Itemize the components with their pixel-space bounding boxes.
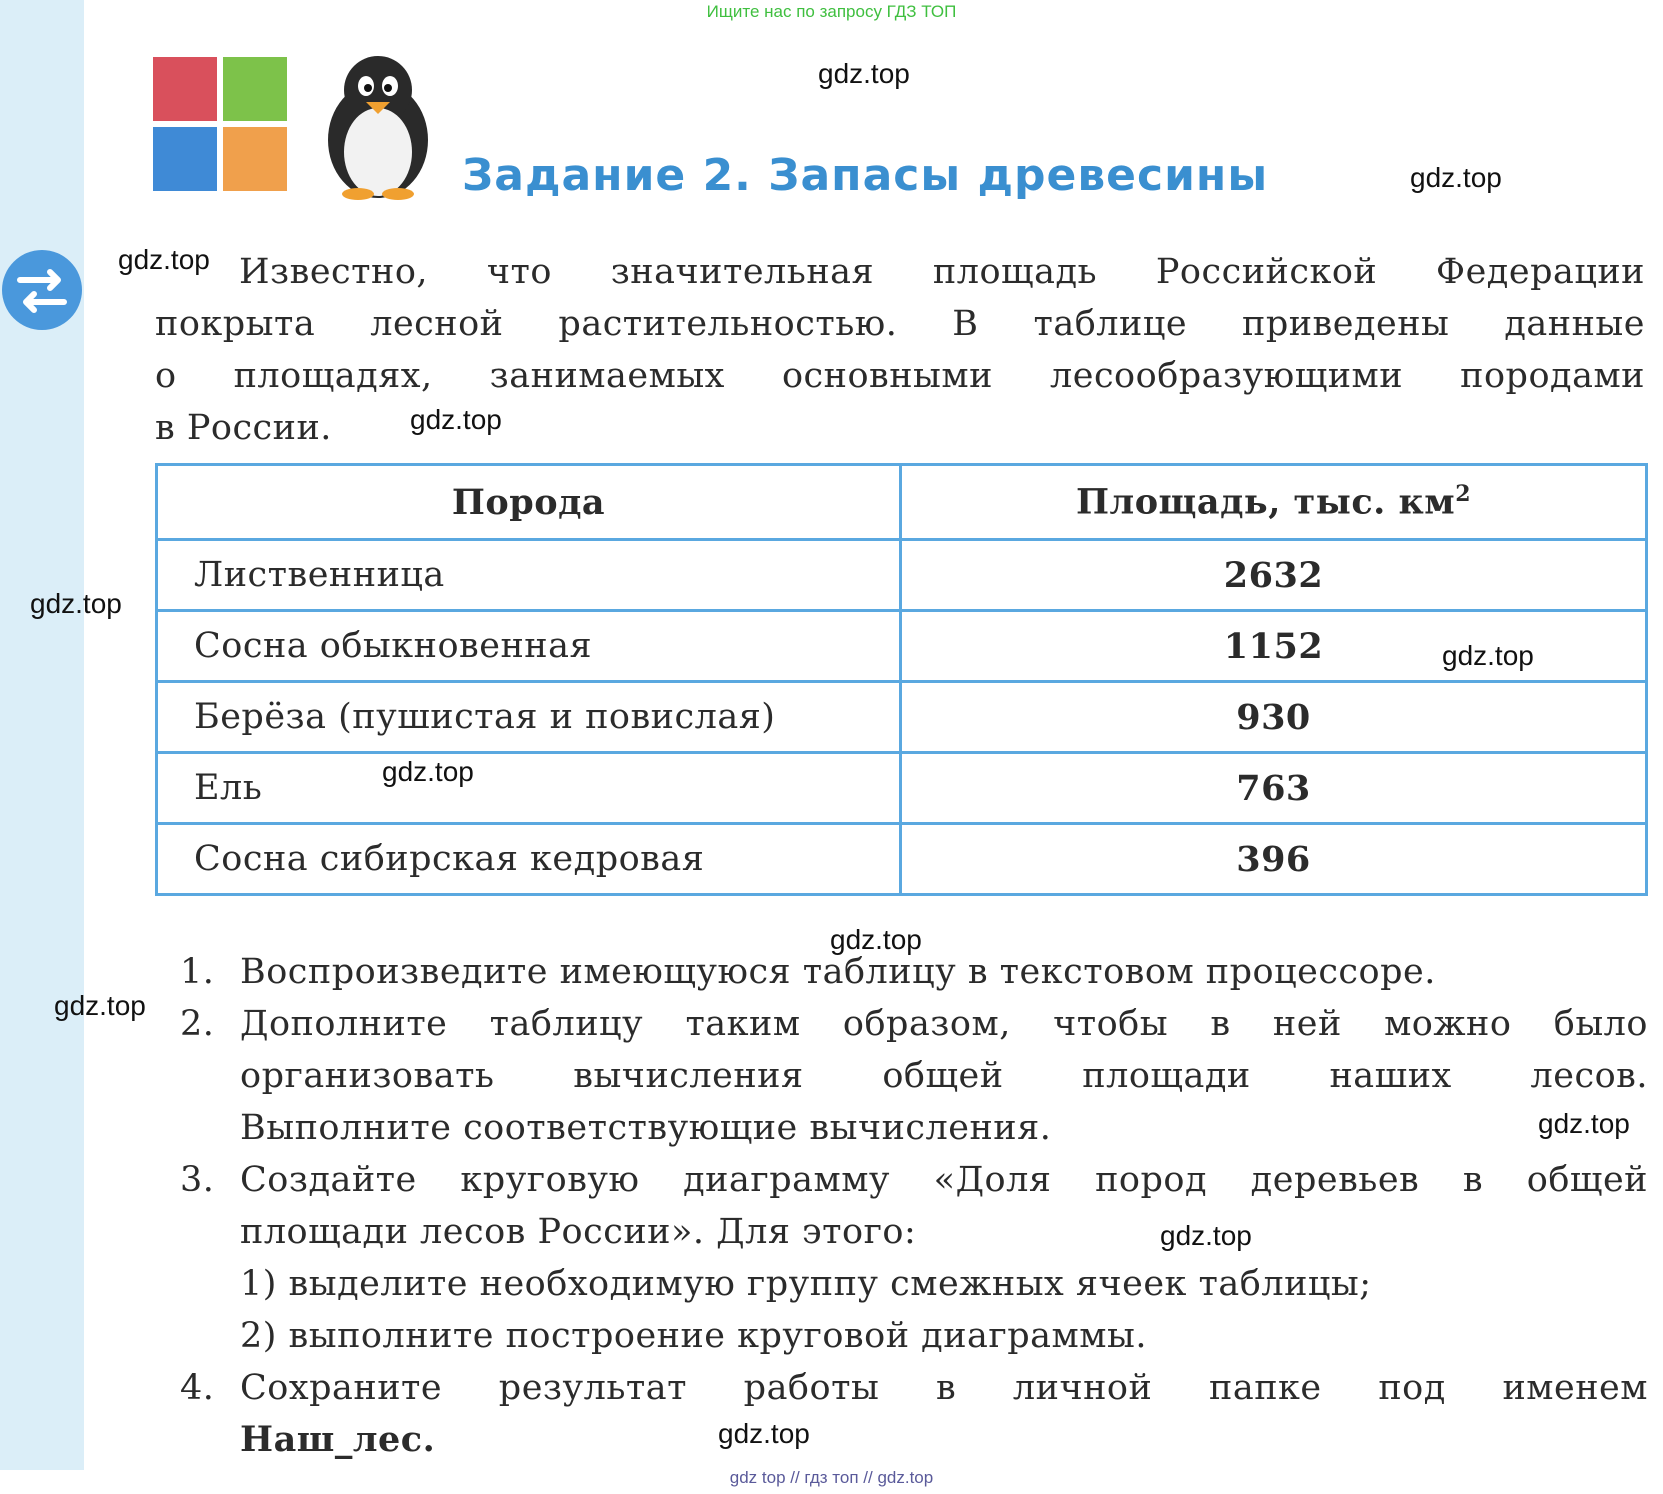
col-header-species: Порода — [157, 465, 901, 540]
subtask-line: 2) выполните построение круговой диаграммы. — [240, 1316, 1147, 1356]
species-cell: Берёза (пушистая и повислая) — [157, 682, 901, 753]
table-row — [157, 753, 1647, 824]
watermark: gdz.top — [818, 58, 910, 89]
area-cell: 763 — [901, 753, 1647, 824]
species-cell: Сосна обыкновенная — [157, 611, 901, 682]
watermark: gdz.top — [1442, 640, 1534, 671]
watermark: gdz.top — [718, 1418, 810, 1449]
task-line: Дополните таблицу таким образом, чтобы в ней можно было — [240, 1004, 1648, 1044]
footer-links[interactable]: gdz top // гдз топ // gdz.top — [729, 1468, 934, 1487]
table-row — [157, 682, 1647, 753]
swap-arrows-icon — [0, 248, 84, 332]
col-header-area: Площадь, тыс. $км^2$ — [901, 465, 1647, 540]
task-line: Сохраните результат работы в личной папке под именем — [240, 1368, 1648, 1408]
task-item-2 — [180, 998, 1648, 1154]
table-row — [157, 540, 1647, 611]
subtask-line: 1) выделите необходимую группу смежных ячеек таблицы; — [240, 1264, 1372, 1304]
task-title: Задание 2. Запасы древесины — [462, 150, 1269, 201]
left-margin-strip — [0, 0, 84, 1470]
area-cell: 1152 — [901, 611, 1647, 682]
watermark: gdz.top — [1160, 1220, 1252, 1251]
task-line: площади лесов России». Для этого: — [240, 1212, 917, 1252]
watermark: gdz.top — [410, 404, 502, 435]
species-cell: Лиственница — [157, 540, 901, 611]
top-banner[interactable]: Ищите нас по запросу ГДЗ ТОП — [706, 2, 957, 21]
table-header-row — [157, 465, 1647, 540]
task-item-4 — [180, 1362, 1648, 1466]
species-cell: Ель — [157, 753, 901, 824]
task-line: Создайте круговую диаграмму «Доля пород деревьев в общей — [240, 1160, 1648, 1200]
table-row — [157, 611, 1647, 682]
task-number: 3. — [180, 1160, 215, 1200]
watermark: gdz.top — [382, 756, 474, 787]
task-item-3 — [180, 1154, 1648, 1362]
task-number: 1. — [180, 952, 215, 992]
task-number: 2. — [180, 1004, 215, 1044]
intro-line: в России. — [155, 408, 332, 448]
area-cell: 2632 — [901, 540, 1647, 611]
penguin-icon — [318, 52, 438, 200]
task-line: организовать вычисления общей площади наших лесов. — [240, 1056, 1648, 1096]
filename-text: Наш_лес. — [240, 1419, 436, 1460]
task-number: 4. — [180, 1368, 215, 1408]
watermark: gdz.top — [118, 244, 210, 275]
species-cell: Сосна сибирская кедровая — [157, 824, 901, 895]
watermark: gdz.top — [54, 990, 146, 1021]
watermark: gdz.top — [830, 924, 922, 955]
watermark: gdz.top — [1538, 1108, 1630, 1139]
intro-line: Известно, что значительная площадь Российской Федерации — [239, 252, 1645, 292]
task-line: Выполните соответствующие вычисления. — [240, 1108, 1052, 1148]
intro-line: покрыта лесной растительностью. В таблице приведены данные — [155, 304, 1645, 344]
area-cell: 396 — [901, 824, 1647, 895]
watermark: gdz.top — [30, 588, 122, 619]
table-row — [157, 824, 1647, 895]
watermark: gdz.top — [1410, 162, 1502, 193]
task-line: Воспроизведите имеющуюся таблицу в текстовом процессоре. — [240, 952, 1436, 992]
intro-paragraph — [155, 246, 1645, 454]
forest-area-table — [155, 463, 1648, 896]
area-cell: 930 — [901, 682, 1647, 753]
task-list — [180, 946, 1648, 1466]
intro-line: о площадях, занимаемых основными лесообразующими породами — [155, 356, 1645, 396]
